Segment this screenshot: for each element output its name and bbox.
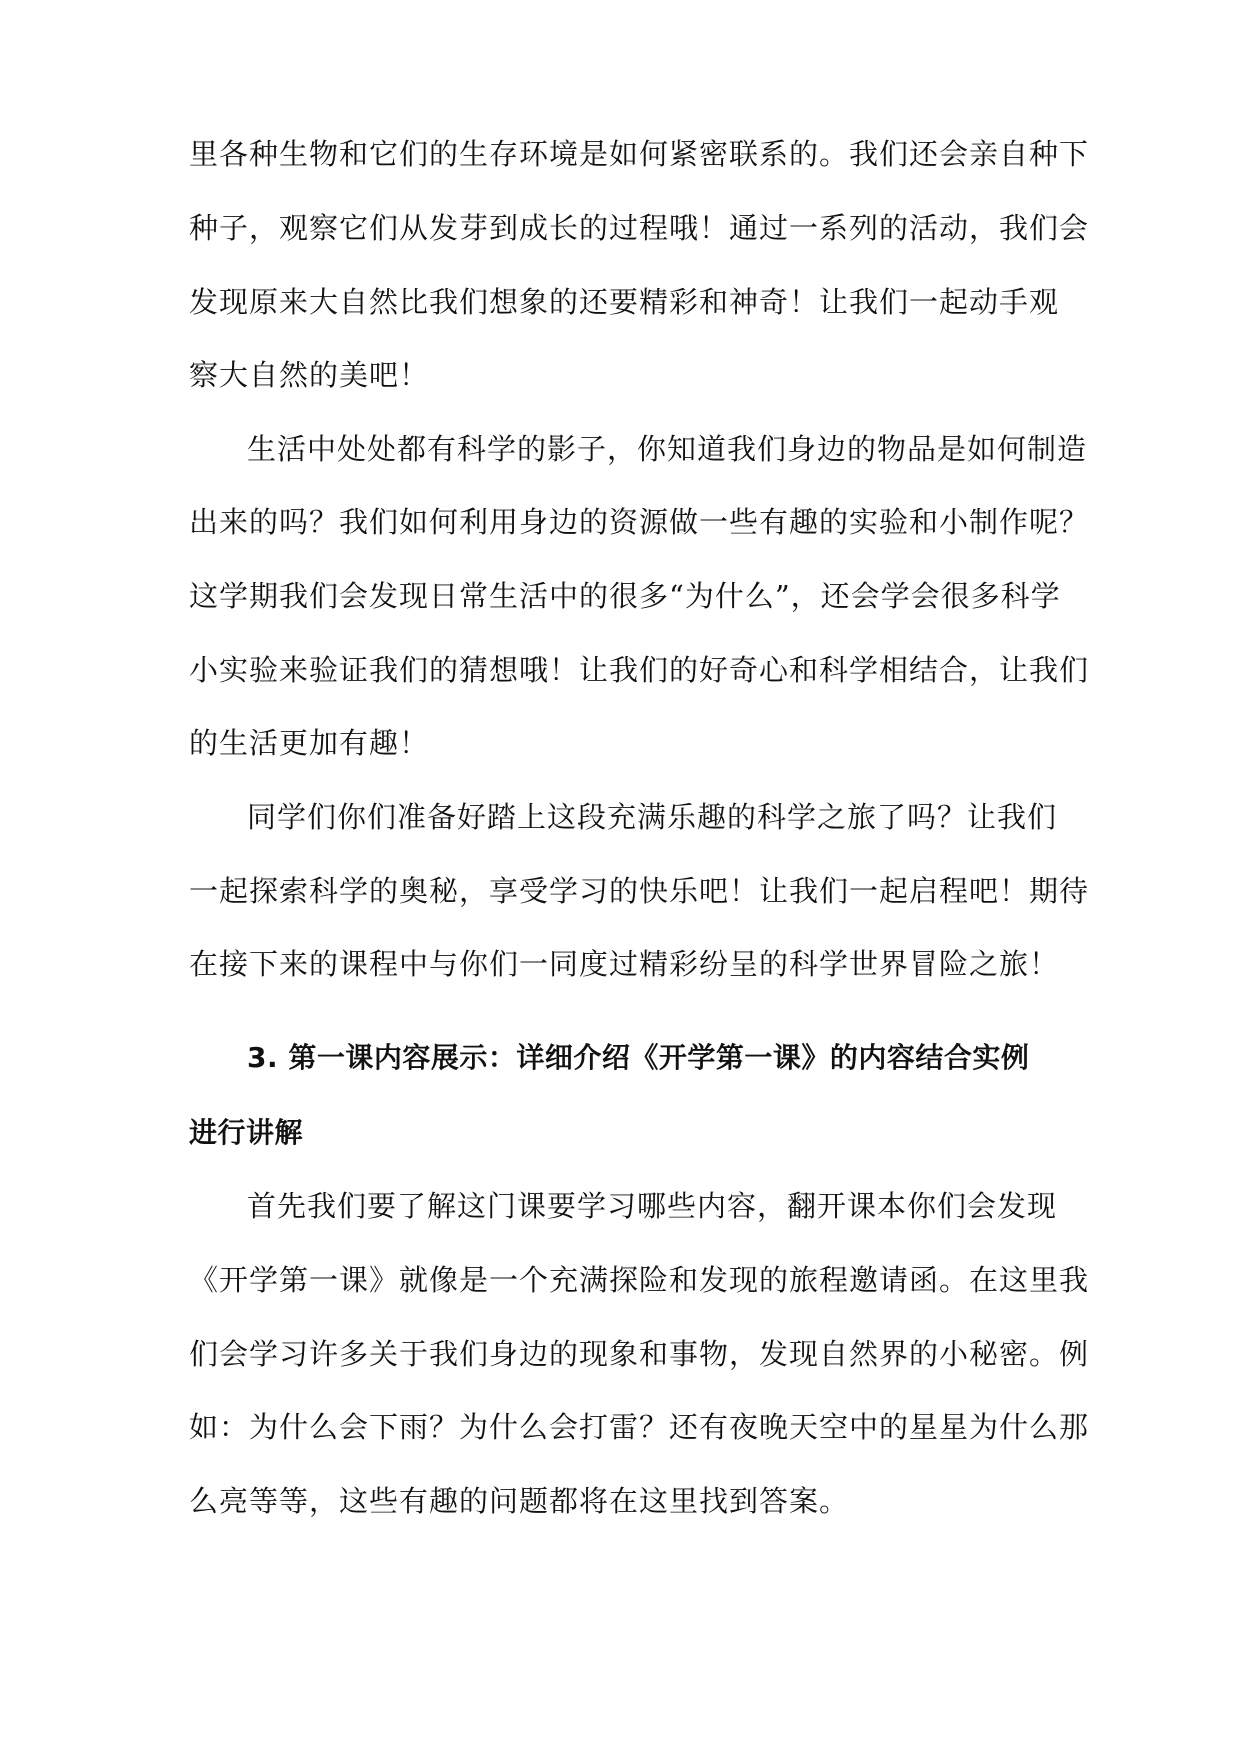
text-line: 生活中处处都有科学的影子，你知道我们身边的物品是如何制造 bbox=[247, 432, 1088, 466]
text-line: 一起探索科学的奥秘，享受学习的快乐吧！让我们一起启程吧！期待 bbox=[189, 874, 1090, 908]
text-line: 的生活更加有趣！ bbox=[189, 726, 430, 760]
section-heading: 3. 第一课内容展示：详细介绍《开学第一课》的内容结合实例 bbox=[247, 1041, 1030, 1074]
text-line: 种子，观察它们从发芽到成长的过程哦！通过一系列的活动，我们会 bbox=[189, 211, 1090, 245]
text-line: 同学们你们准备好踏上这段充满乐趣的科学之旅了吗？让我们 bbox=[247, 800, 1058, 834]
text-line: 《开学第一课》就像是一个充满探险和发现的旅程邀请函。在这里我 bbox=[189, 1263, 1090, 1297]
text-line: 察大自然的美吧！ bbox=[189, 358, 430, 392]
text-line: 在接下来的课程中与你们一同度过精彩纷呈的科学世界冒险之旅！ bbox=[189, 947, 1060, 981]
text-line: 首先我们要了解这门课要学习哪些内容，翻开课本你们会发现 bbox=[247, 1189, 1058, 1223]
text-line: 里各种生物和它们的生存环境是如何紧密联系的。我们还会亲自种下 bbox=[189, 137, 1090, 171]
section-heading: 进行讲解 bbox=[189, 1116, 304, 1149]
text-line: 如：为什么会下雨？为什么会打雷？还有夜晚天空中的星星为什么那 bbox=[189, 1410, 1090, 1444]
text-line: 么亮等等，这些有趣的问题都将在这里找到答案。 bbox=[189, 1484, 850, 1518]
text-line: 们会学习许多关于我们身边的现象和事物，发现自然界的小秘密。例 bbox=[189, 1337, 1090, 1371]
text-line: 发现原来大自然比我们想象的还要精彩和神奇！让我们一起动手观 bbox=[189, 285, 1060, 319]
text-line: 这学期我们会发现日常生活中的很多“为什么”，还会学会很多科学 bbox=[189, 579, 1061, 613]
text-line: 小实验来验证我们的猜想哦！让我们的好奇心和科学相结合，让我们 bbox=[189, 653, 1090, 687]
text-line: 出来的吗？我们如何利用身边的资源做一些有趣的实验和小制作呢？ bbox=[189, 505, 1090, 539]
